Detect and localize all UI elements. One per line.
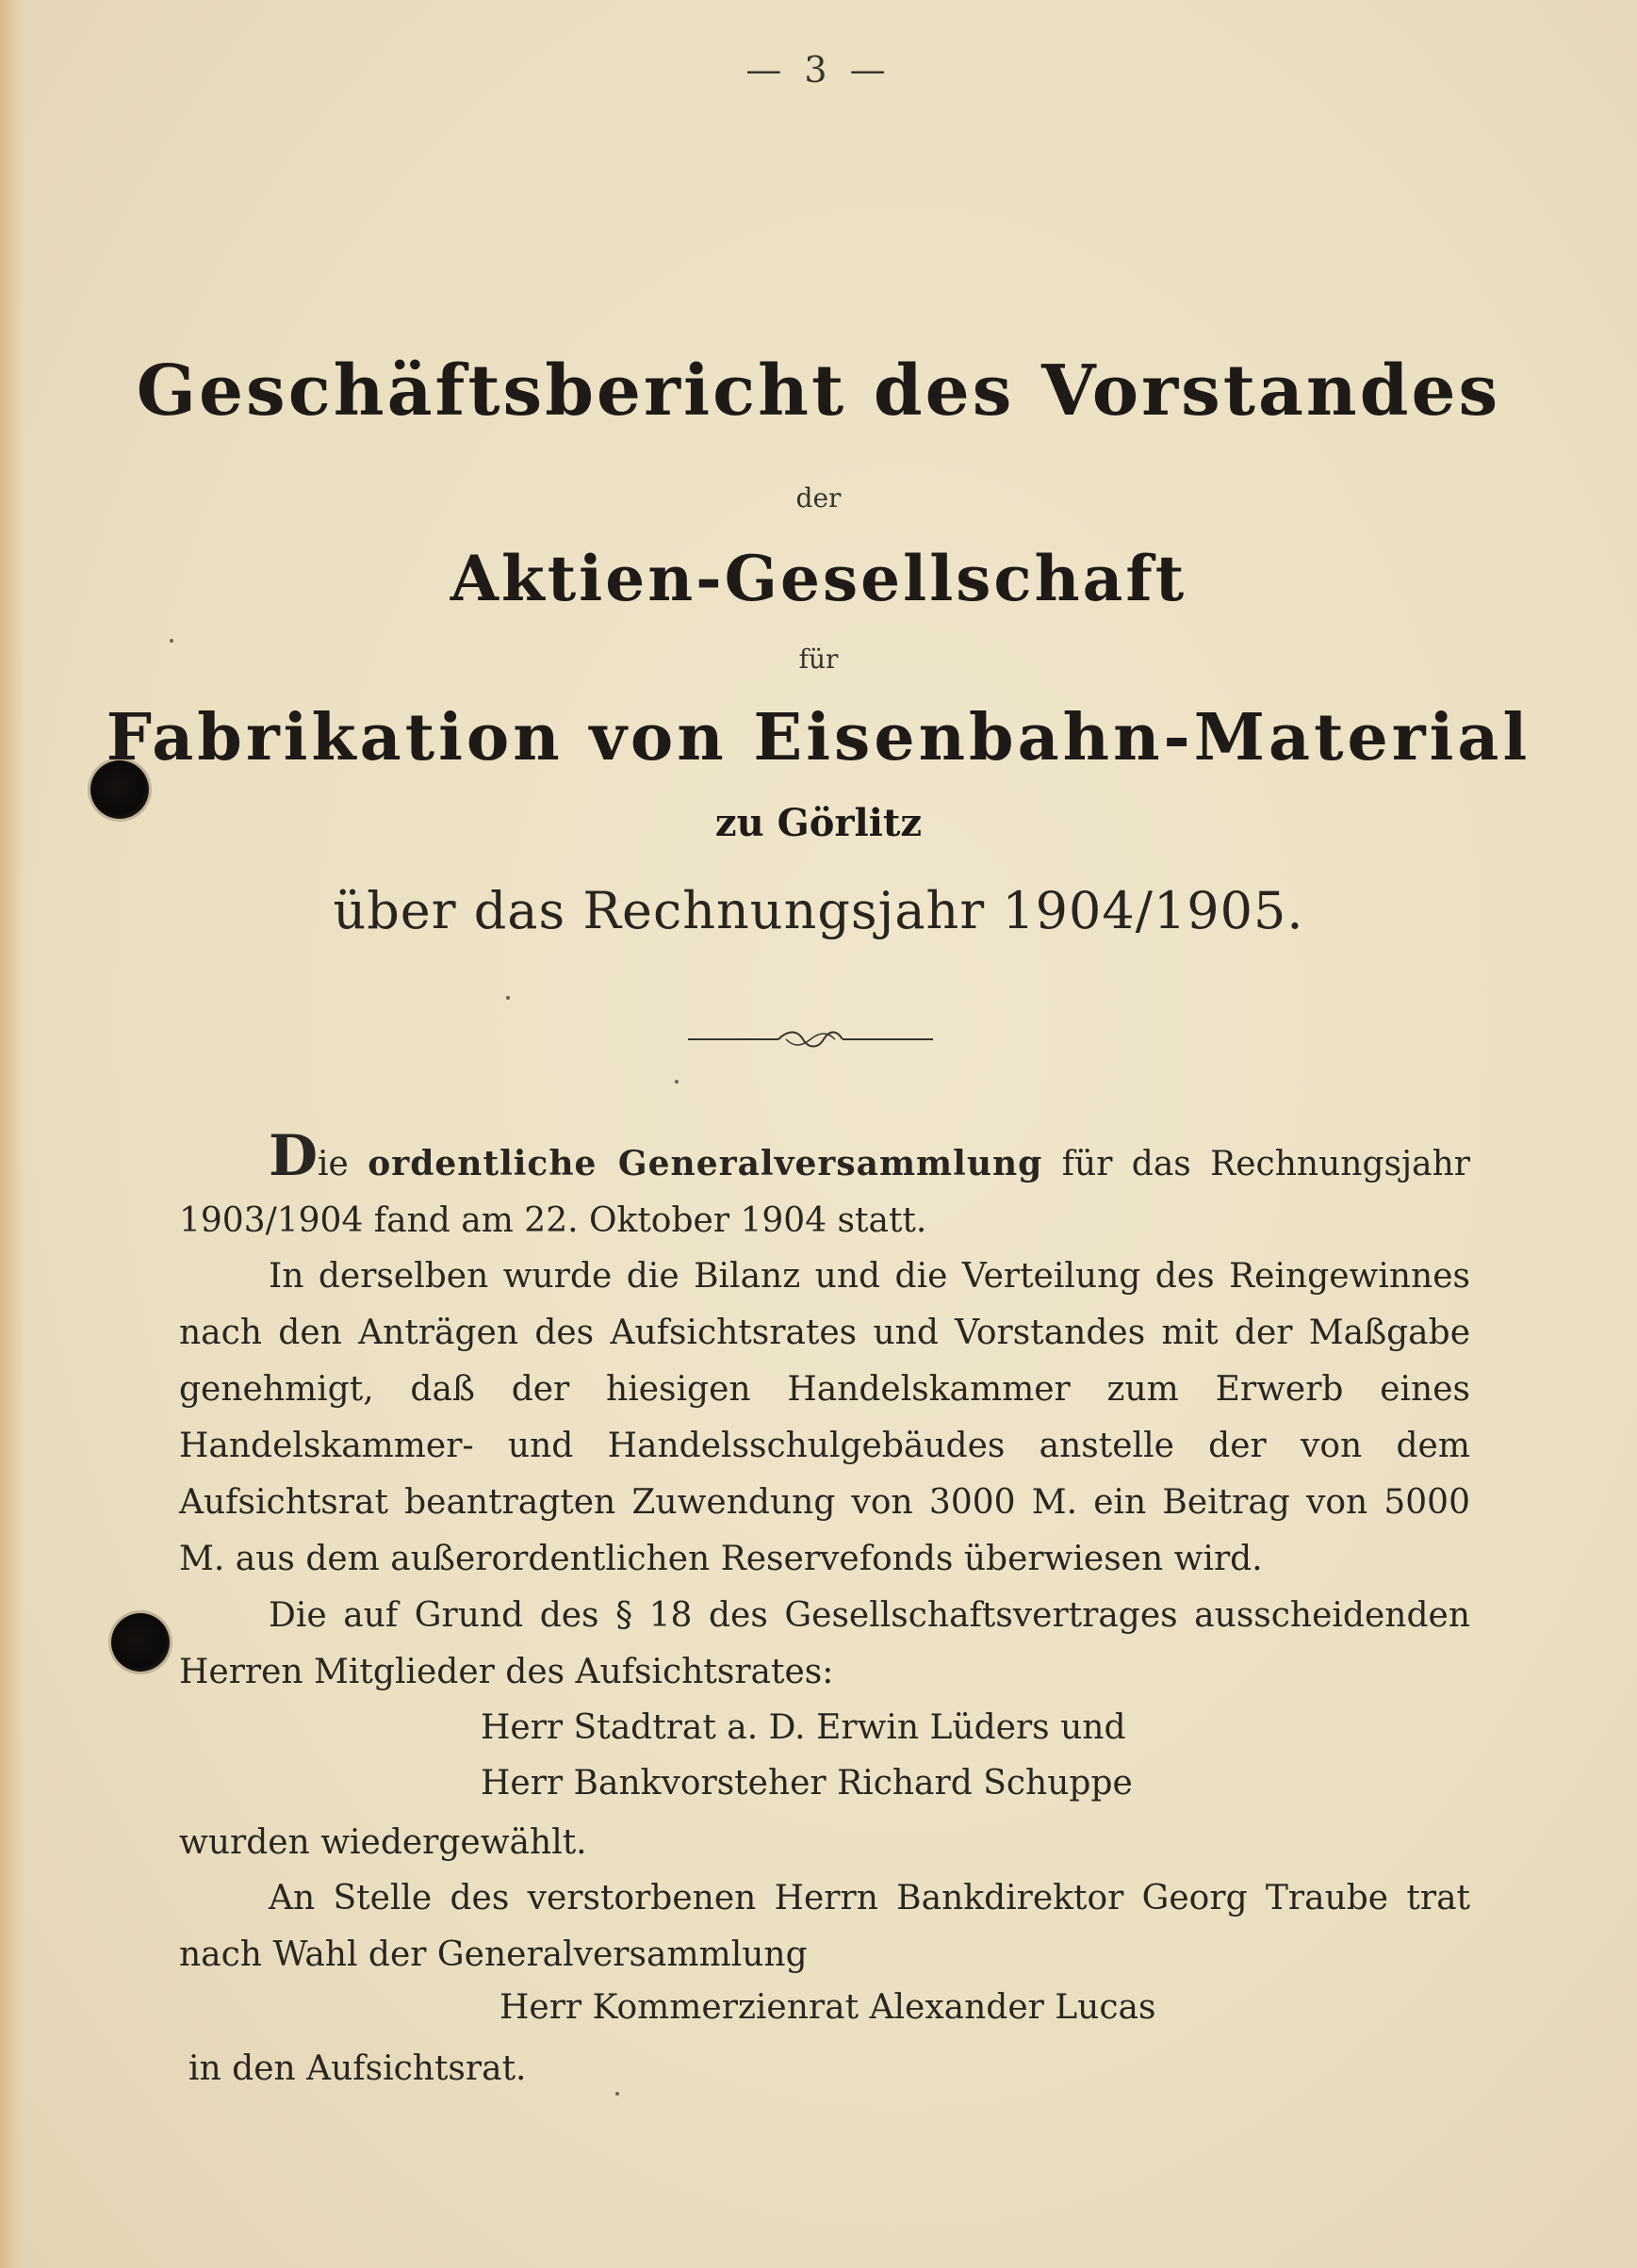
title-line-4: zu Görlitz — [714, 801, 923, 845]
paragraph-3-end: wurden wiedergewählt. — [179, 1823, 587, 1862]
member-name-1: Herr Stadtrat a. D. Erwin Lüders und — [481, 1708, 1126, 1747]
speck — [615, 2092, 619, 2096]
title-line-3: Fabrikation von Eisenbahn-Material — [106, 700, 1531, 775]
title-fuer: für — [798, 644, 839, 675]
drop-cap: D — [269, 1123, 319, 1189]
emphasis-text: ordentliche Generalversammlung — [368, 1144, 1043, 1183]
title-line-5: über das Rechnungsjahr 1904/1905. — [333, 881, 1304, 940]
paragraph-1: Die ordentliche Generalversammlung für das Rechnungsjahr 1903/1904 fand am 22. Oktober 1904 statt. — [179, 1123, 1470, 1240]
ornament-divider — [688, 1023, 933, 1055]
speck — [506, 996, 510, 1000]
title-line-1: Geschäftsbericht des Vorstandes — [136, 351, 1501, 432]
speck — [170, 639, 173, 643]
paragraph-3: Die auf Grund des § 18 des Gesellschaftsvertrages ausscheidenden Herren Mitglieder des Aufsichtsrates: — [179, 1596, 1470, 1691]
page-edge — [0, 0, 25, 2268]
speck — [675, 1080, 679, 1084]
title-der: der — [795, 482, 842, 514]
member-name-3: Herr Kommerzienrat Alexander Lucas — [499, 1988, 1156, 2027]
paragraph-2: In derselben wurde die Bilanz und die Verteilung des Reingewinnes nach den Anträgen des Aufsichtsrates und Vorstandes mit der Maßgabe genehmigt, daß der hiesigen Handelskammer zum Erwerb eines Handelskammer- und Handelsschulgebäudes anstelle der von dem Aufsichtsrat beantragten Zuwendung von 3000 M. ein Beitrag von 5000 M. aus dem außerordentlichen Reservefonds überwiesen wird. — [179, 1257, 1470, 1578]
page-number: — 3 — — [745, 49, 892, 90]
paragraph-4-end: in den Aufsichtsrat. — [188, 2049, 527, 2088]
punch-hole — [111, 1613, 170, 1672]
member-name-2: Herr Bankvorsteher Richard Schuppe — [481, 1764, 1133, 1803]
paragraph-4: An Stelle des verstorbenen Herrn Bankdirektor Georg Traube trat nach Wahl der Generalversammlung — [179, 1879, 1470, 1974]
title-line-2: Aktien-Gesellschaft — [450, 542, 1187, 615]
